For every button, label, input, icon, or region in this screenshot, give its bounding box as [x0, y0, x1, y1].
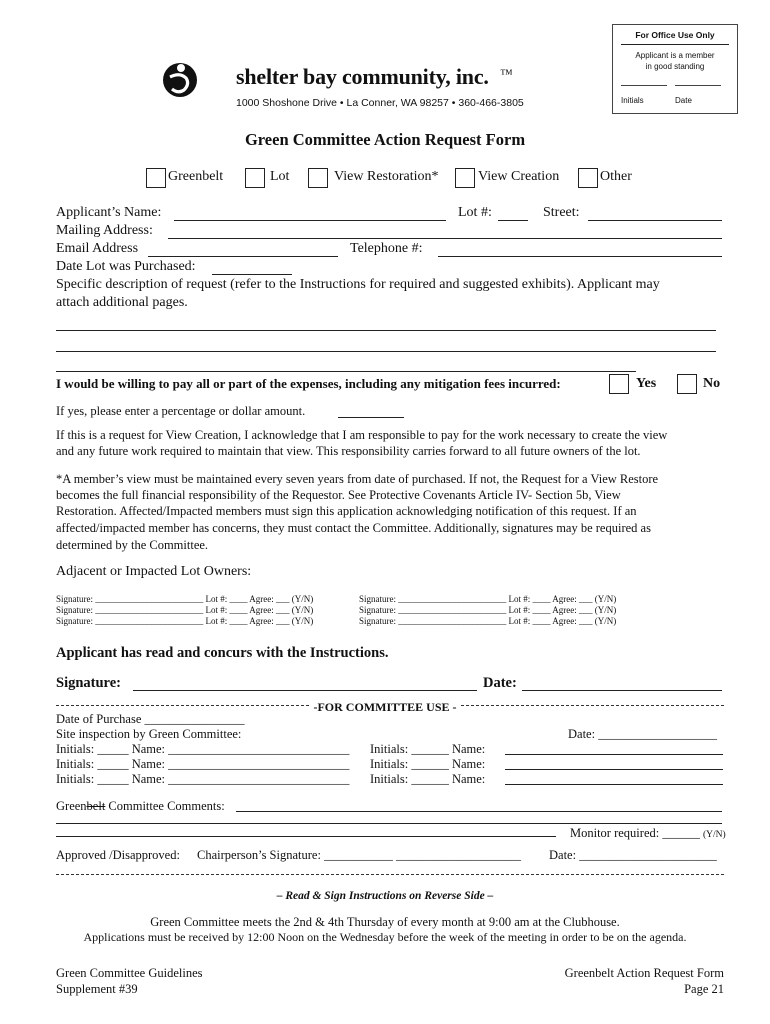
committee-initials-right[interactable]: Initials: ______ Name: [370, 757, 486, 771]
office-date-label: Date [675, 96, 692, 105]
application-deadline: Applications must be received by 12:00 Noon on the Wednesday before the week of the meeting in order to be on the agenda. [83, 930, 687, 944]
mailing-address-field[interactable] [168, 238, 722, 239]
pay-no-checkbox[interactable] [677, 374, 697, 394]
footer-form-name: Greenbelt Action Request Form [564, 966, 724, 980]
applicant-concurs: Applicant has read and concurs with the Instructions. [56, 645, 389, 661]
view-creation-text-1: If this is a request for View Creation, I acknowledge that I am responsible to pay for the work necessary to create the view [56, 428, 668, 442]
monitor-yn: (Y/N) [702, 830, 726, 840]
member-text-1: *A member’s view must be maintained every seven years from date of purchased. If not, the Request for a View Restore [56, 472, 659, 486]
org-name [236, 64, 513, 90]
committee-initials-row[interactable]: Initials: _____ Name: _____________________________ [56, 742, 350, 756]
view-creation-label: View Creation [478, 169, 560, 184]
email-label: Email Address [56, 241, 139, 256]
office-initials-label: Initials [621, 96, 644, 105]
pay-yes-checkbox[interactable] [609, 374, 629, 394]
site-inspection-label: Site inspection by Green Committee: [56, 727, 242, 741]
adjacent-signature-row[interactable]: Signature: ________________________ Lot #: ____ Agree: ___ (Y/N) [359, 605, 617, 615]
pay-question: I would be willing to pay all or part of the expenses, including any mitigation fees incurred: [56, 376, 561, 391]
description-instructions-line1: Specific description of request (refer to the Instructions for required and suggested exhibits). Applicant may [56, 277, 660, 292]
shelter-bay-logo-icon [160, 60, 200, 100]
chairperson-signature[interactable]: Chairperson’s Signature: ___________ ____________________ [197, 848, 521, 862]
adjacent-signature-row[interactable]: Signature: ________________________ Lot #: ____ Agree: ___ (Y/N) [56, 594, 314, 604]
pay-yes-label: Yes [636, 376, 657, 391]
committee-name-field[interactable] [505, 784, 723, 785]
email-field[interactable] [148, 256, 338, 257]
chairperson-date[interactable]: Date: ______________________ [549, 848, 717, 862]
telephone-label: Telephone #: [350, 241, 423, 256]
greenbelt-checkbox[interactable] [146, 168, 166, 188]
description-instructions-line2: attach additional pages. [56, 295, 188, 310]
adjacent-owners-heading: Adjacent or Impacted Lot Owners: [56, 564, 252, 579]
comments-line-1[interactable] [236, 811, 722, 812]
comments-rest: Committee Comments: [105, 799, 225, 813]
comments-green: Green [56, 799, 87, 813]
office-member-line2: in good standing [645, 62, 705, 71]
applicant-name-field[interactable] [174, 220, 446, 221]
office-use-box [612, 24, 738, 114]
adjacent-signature-row[interactable]: Signature: ________________________ Lot #: ____ Agree: ___ (Y/N) [359, 616, 617, 626]
view-creation-checkbox[interactable] [455, 168, 475, 188]
telephone-field[interactable] [438, 256, 722, 257]
comments-line-2[interactable] [56, 823, 722, 824]
lot-number-label: Lot #: [458, 205, 492, 220]
approved-label: Approved /Disapproved: [56, 848, 180, 862]
comments-line-3[interactable] [56, 836, 556, 837]
member-text-5: determined by the Committee. [56, 538, 209, 552]
percentage-field[interactable] [338, 417, 404, 418]
monitor-required-label: Monitor required: ______ [570, 826, 700, 840]
other-label: Other [600, 169, 632, 184]
site-inspection-date[interactable]: Date: ___________________ [568, 727, 717, 741]
description-line-2[interactable] [56, 351, 716, 352]
other-checkbox[interactable] [578, 168, 598, 188]
view-restoration-checkbox[interactable] [308, 168, 328, 188]
reverse-side-note: – Read & Sign Instructions on Reverse Side – [276, 890, 494, 902]
trademark-symbol: ™ [500, 66, 513, 81]
description-line-3[interactable] [56, 371, 636, 372]
date-lot-purchased-field[interactable] [212, 274, 292, 275]
committee-name-field[interactable] [505, 769, 723, 770]
applicant-date-field[interactable] [522, 690, 722, 691]
org-address: 1000 Shoshone Drive • La Conner, WA 98257 • 360-466-3805 [236, 97, 524, 109]
lot-label: Lot [270, 169, 290, 184]
applicant-signature-label: Signature: [56, 675, 121, 691]
committee-initials-row[interactable]: Initials: _____ Name: _____________________________ [56, 757, 350, 771]
lot-number-field[interactable] [498, 220, 528, 221]
comments-struck-text: belt [86, 799, 106, 813]
org-name-text: shelter bay community, inc. [236, 64, 489, 89]
view-creation-text-2: and any future work required to maintain that view. This responsibility carries forward to all future owners of the lot. [56, 444, 641, 458]
committee-initials-right[interactable]: Initials: ______ Name: [370, 772, 486, 786]
description-line-1[interactable] [56, 330, 716, 331]
percentage-label: If yes, please enter a percentage or dollar amount. [56, 404, 306, 418]
office-date-line[interactable] [675, 85, 721, 86]
office-member-line1: Applicant is a member [635, 51, 715, 60]
applicant-signature-field[interactable] [133, 690, 477, 691]
pay-no-label: No [703, 376, 721, 391]
applicant-name-label: Applicant’s Name: [56, 205, 162, 220]
committee-comments-label [56, 799, 225, 814]
committee-initials-right[interactable]: Initials: ______ Name: [370, 742, 486, 756]
adjacent-signature-row[interactable]: Signature: ________________________ Lot #: ____ Agree: ___ (Y/N) [56, 605, 314, 615]
adjacent-signature-row[interactable]: Signature: ________________________ Lot #: ____ Agree: ___ (Y/N) [359, 594, 617, 604]
member-text-4: affected/impacted member has concerns, they must contact the Committee. Additionally, signatures may be required as [56, 521, 651, 535]
office-initials-line[interactable] [621, 85, 667, 86]
street-label: Street: [543, 205, 580, 220]
office-use-title: For Office Use Only [621, 25, 729, 45]
footer-page-number: Page 21 [684, 982, 724, 996]
member-text-3: Restoration. Affected/Impacted members must sign this application acknowledging notification of this request. If an [56, 504, 637, 518]
committee-header: -FOR COMMITTEE USE - [309, 700, 460, 714]
view-restoration-label: View Restoration* [334, 169, 439, 184]
committee-name-field[interactable] [505, 754, 723, 755]
lot-checkbox[interactable] [245, 168, 265, 188]
adjacent-signature-row[interactable]: Signature: ________________________ Lot #: ____ Agree: ___ (Y/N) [56, 616, 314, 626]
date-lot-purchased-label: Date Lot was Purchased: [56, 259, 196, 274]
committee-date-of-purchase[interactable]: Date of Purchase ________________ [56, 712, 245, 726]
committee-divider-bottom [56, 874, 724, 875]
meeting-schedule: Green Committee meets the 2nd & 4th Thursday of every month at 9:00 am at the Clubhouse. [150, 915, 620, 929]
greenbelt-label: Greenbelt [168, 169, 224, 184]
street-field[interactable] [588, 220, 722, 221]
footer-supplement: Supplement #39 [56, 982, 138, 996]
monitor-required[interactable] [570, 826, 726, 841]
form-title: Green Committee Action Request Form [244, 130, 526, 149]
member-text-2: becomes the full financial responsibility of the Requestor. See Protective Covenants Article IV- Section 5b, View [56, 488, 621, 502]
applicant-date-label: Date: [483, 675, 517, 691]
mailing-address-label: Mailing Address: [56, 223, 153, 238]
footer-guidelines: Green Committee Guidelines [56, 966, 203, 980]
committee-initials-row[interactable]: Initials: _____ Name: _____________________________ [56, 772, 350, 786]
